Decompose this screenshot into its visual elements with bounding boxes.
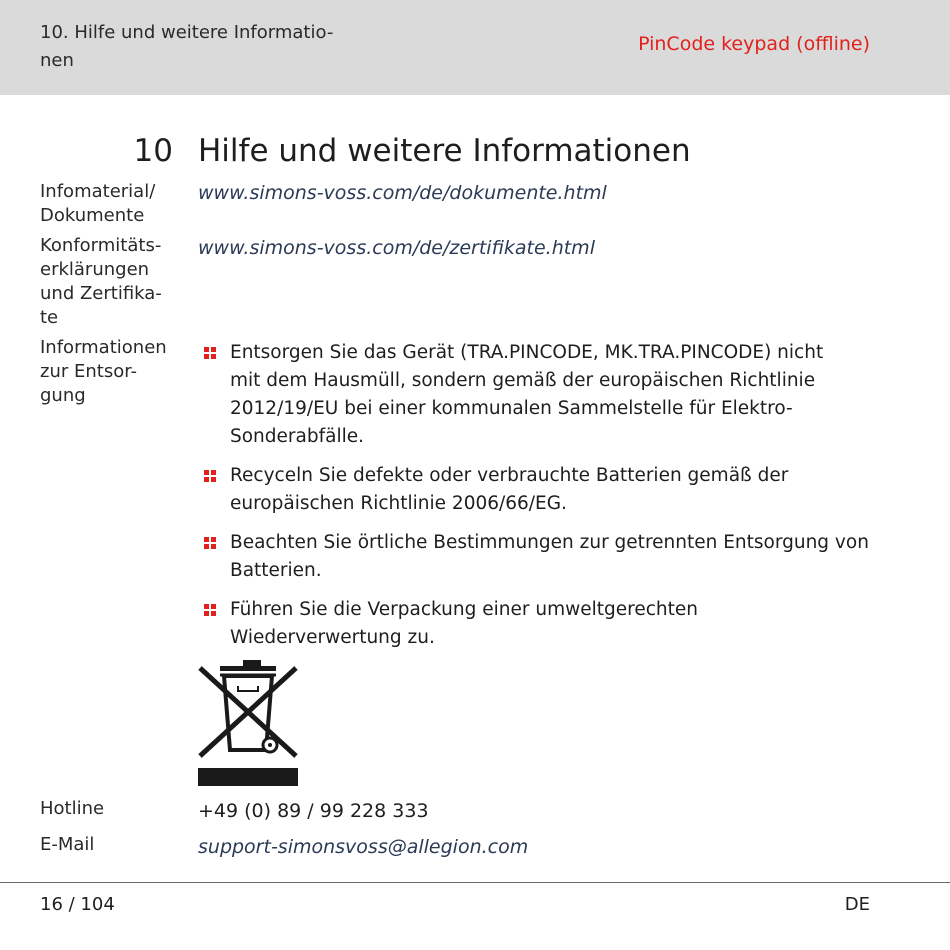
list-item-line: Entsorgen Sie das Gerät (TRA.PINCODE, MK.TRA.PINCODE) nicht [230,342,824,363]
disposal-label [40,336,180,408]
list-item [198,339,888,451]
product-name: PinCode keypad (offline) [638,33,870,55]
list-item-line: 2012/19/EU bei einer kommunalen Sammelstelle für Elektro- [230,398,793,419]
documents-label-line: Infomaterial/ [40,181,156,202]
list-item-line: Beachten Sie örtliche Bestimmungen zur getrennten Entsorgung von [230,532,869,553]
chapter-number: 10 [133,133,173,169]
certificates-label-line: Konformitäts- [40,235,162,256]
list-item-line: mit dem Hausmüll, sondern gemäß der europäischen Richtlinie [230,370,816,391]
list-item-line: Batterien. [230,560,322,581]
bullet-square-icon [204,604,216,616]
hotline-number: +49 (0) 89 / 99 228 333 [198,800,429,822]
documents-label-line: Dokumente [40,205,145,226]
disposal-label-line: gung [40,385,86,406]
bullet-square-icon [204,537,216,549]
documents-link[interactable]: www.simons-voss.com/de/dokumente.html [198,182,607,204]
disposal-list [198,339,888,663]
list-item-line: Recyceln Sie defekte oder verbrauchte Batterien gemäß der [230,465,789,486]
language-code: DE [844,894,870,915]
running-section-title-line-2: nen [40,50,74,71]
hotline-label: Hotline [40,798,105,819]
documents-label [40,180,180,228]
list-item-line: Wiederverwertung zu. [230,627,435,648]
footer-divider [0,882,950,883]
crossed-out-wheelie-bin-icon [198,658,298,788]
running-section-title [40,19,360,75]
certificates-link[interactable]: www.simons-voss.com/de/zertifikate.html [198,237,595,259]
page-header [0,0,950,95]
disposal-label-line: Informationen [40,337,167,358]
chapter-title: Hilfe und weitere Informationen [198,133,691,169]
list-item [198,596,888,652]
bullet-square-icon [204,470,216,482]
email-label: E-Mail [40,834,95,855]
bullet-square-icon [204,347,216,359]
list-item-line: Führen Sie die Verpackung einer umweltgerechten [230,599,698,620]
list-item [198,462,888,518]
certificates-label-line: und Zertifika- [40,283,162,304]
email-link[interactable]: support-simonsvoss@allegion.com [198,836,529,858]
running-section-title-line-1: 10. Hilfe und weitere Informatio- [40,22,334,43]
page-number: 16 / 104 [40,894,115,915]
list-item [198,529,888,585]
list-item-line: europäischen Richtlinie 2006/66/EG. [230,493,567,514]
disposal-label-line: zur Entsor- [40,361,137,382]
certificates-label-line: te [40,307,59,328]
certificates-label-line: erklärungen [40,259,150,280]
certificates-label [40,234,180,330]
list-item-line: Sonderabfälle. [230,426,364,447]
